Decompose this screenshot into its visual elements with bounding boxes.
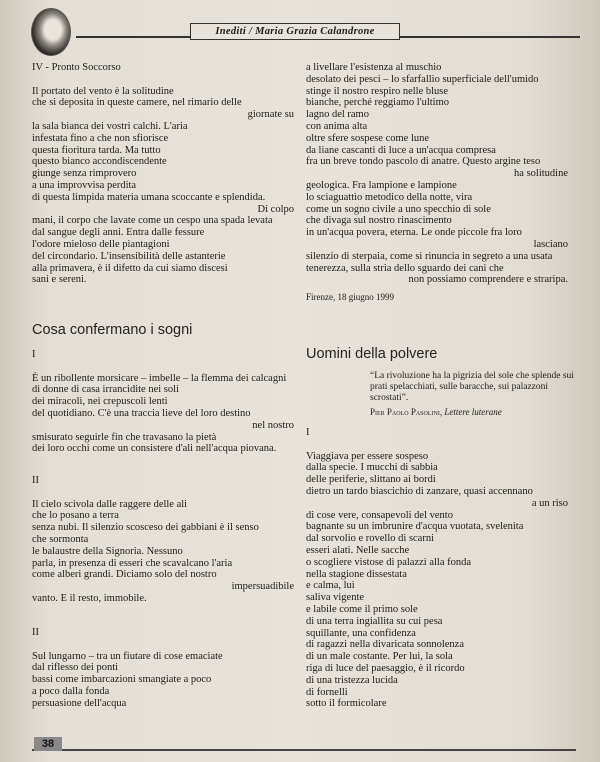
poem-line: dal sangue degli anni. Entra dalle fessure — [32, 227, 205, 239]
poem-line: di donne di casa irrancidite nei soli — [32, 384, 179, 396]
poem-line: che sormonta — [32, 533, 89, 545]
poem-line: e labile come il primo sole — [306, 603, 418, 615]
author-portrait — [31, 8, 71, 56]
poem-line: smisurato seguirle fin che travasano la pietà — [32, 431, 217, 443]
poem-line: sani e sereni. — [32, 274, 87, 286]
poem-line: nella stagione dissestata — [306, 568, 407, 580]
poem3-epigraph — [370, 371, 575, 418]
poem-line: che divaga sul nostro rinascimento — [306, 215, 452, 227]
poem-line: in un'acqua povera, eterna. Le onde piccole fra loro — [306, 227, 522, 239]
poem-line: infestata fino a che non sfiorisce — [32, 132, 169, 144]
poem-line: a una improvvisa perdita — [32, 179, 137, 191]
poem-line: con anima alta — [306, 120, 368, 132]
poem-line: a livellare l'esistenza al muschio — [306, 62, 442, 73]
poem-line: Il portato del vento è la solitudine — [32, 85, 174, 97]
poem2-part2-numeral: II — [32, 475, 39, 486]
poem-line: le balaustre della Signoria. Nessuno — [32, 545, 183, 557]
poem-line: l'odore mieloso delle piantagioni — [32, 238, 170, 250]
poem1-lines-right — [306, 62, 568, 286]
poem-line: dalla specie. I mucchi di sabbia — [306, 462, 438, 474]
poem3-part1-numeral: I — [306, 427, 310, 438]
poem-line: del circondario. L'insensibilità delle astanterie — [32, 250, 226, 262]
poem-line: a poco dalla fonda — [32, 685, 110, 697]
poem-line: dietro un tardo biascichio di zanzare, quasi accennano — [306, 485, 533, 497]
footer-rule — [32, 749, 576, 751]
poem-line: dal riflesso dei ponti — [32, 662, 119, 674]
poem2-part2 — [32, 475, 294, 605]
poem-line: tenerezza, sulla stria dello sguardo dei cani che — [306, 262, 504, 274]
poem-line: vanto. E il resto, immobile. — [32, 592, 147, 604]
poem-line: non possiamo comprendere e straripa. — [408, 274, 568, 286]
poem-line: da liane cascanti di luce a un'acqua compresa — [306, 144, 496, 156]
poem-line: fra un breve tondo pascolo di anatre. Questo argine teso — [306, 156, 541, 168]
poem2-part1-lines — [32, 373, 294, 456]
epigraph-attribution: Pier Paolo Pasolini, Lettere luterane — [370, 407, 502, 417]
poem2-part2-lines — [32, 499, 294, 605]
poem-line: dei miracoli, nei crepuscoli lenti — [32, 396, 168, 408]
poem2-part3-lines — [32, 651, 294, 710]
poem1-date: Firenze, 18 giugno 1999 — [306, 292, 394, 302]
poem-line: di un male costante. Per lui, la sola — [306, 651, 453, 663]
poem-line: senza nubi. Il silenzio scosceso dei gabbiani è il senso — [32, 522, 259, 534]
poem1-right-column — [306, 62, 568, 286]
poem-line: Sul lungarno – tra un fiutare di cose emaciate — [32, 650, 223, 662]
poem-line: sotto il formicolare — [306, 698, 387, 710]
poem-line: dal sorvolio e rovello di scarni — [306, 533, 435, 545]
header-title: Inediti / Maria Grazia Calandrone — [190, 23, 400, 40]
poem-line: parla, in presenza di esseri che scavalcano l'aria — [32, 557, 233, 569]
poem-line: di fornelli — [306, 686, 348, 698]
poem-line: esseri alati. Nelle sacche — [306, 544, 410, 556]
poem-line: silenzio di sterpaia, come si rinuncia in segreto a una usata — [306, 250, 553, 262]
poem-line: bianche, perché reggiamo l'ultimo — [306, 97, 450, 109]
poem1-lines-left — [32, 86, 294, 287]
poem-line: saliva vigente — [306, 592, 365, 604]
poem-line: geologica. Fra lampione e lampione — [306, 179, 457, 191]
poem-line: questa fioritura tarda. Ma tutto — [32, 144, 161, 156]
poem-line: che si deposita in queste camere, nel rimario delle — [32, 97, 242, 109]
page-number: 38 — [34, 737, 62, 751]
poem-line: la sala bianca dei vostri calchi. L'aria — [32, 120, 188, 132]
poem-line: Il cielo scivola dalle raggere delle ali — [32, 498, 188, 510]
poem-line: che lo posano a terra — [32, 510, 119, 522]
poem-line: ha solitudine — [514, 168, 568, 180]
poem-line: come un sogno civile a uno specchio di sole — [306, 203, 491, 215]
poem-line: di cose vere, consapevoli del vento — [306, 509, 453, 521]
poem-line: stinge il nostro respiro nelle bluse — [306, 85, 449, 97]
poem-line: giunge senza rimprovero — [32, 168, 137, 180]
poem2-part3 — [32, 627, 294, 710]
poem-line: lagno del ramo — [306, 109, 369, 121]
poem-line: alla primavera, è il difetto da cui siamo discesi — [32, 262, 228, 274]
poem-line: riga di luce del paesaggio, è il ricordo — [306, 662, 465, 674]
poem-line: desolato dei pesci – lo sfarfallio superficiale dell'umido — [306, 73, 539, 85]
poem-line: del quotidiano. C'è una traccia lieve del loro destino — [32, 407, 251, 419]
epigraph-author: Pier Paolo Pasolini — [370, 407, 440, 417]
poem-line: e calma, lui — [306, 580, 355, 592]
poem-line: mani, il corpo che lavate come un cespo una spada levata — [32, 215, 273, 227]
epigraph-text: “La rivoluzione ha la pigrizia del sole che splende sui prati spelacchiati, sulle baracche, sui palazzoni scrostati”. — [370, 371, 574, 403]
poem-line: È un ribollente morsicare – imbelle – la flemma dei calcagni — [32, 372, 287, 384]
poem-line: questo bianco accondiscendente — [32, 156, 167, 168]
poem-line: impersuadibile — [231, 581, 294, 593]
poem-line: giornate su — [247, 109, 294, 121]
poem-line: Di colpo — [257, 203, 294, 215]
poem-line: come alberi grandi. Diciamo solo del nostro — [32, 569, 217, 581]
poem1-left-column — [32, 62, 294, 286]
poem-line: di una tristezza lucida — [306, 674, 398, 686]
poem-line: bassi come imbarcazioni smangiate a poco — [32, 674, 212, 686]
epigraph-work: Lettere luterane — [444, 407, 502, 417]
poem1-heading: IV - Pronto Soccorso — [32, 62, 121, 73]
poem-line: Viaggiava per essere sospeso — [306, 450, 429, 462]
poem-line: o scogliere vistose di palazzi alla fonda — [306, 556, 472, 568]
poem2-part1 — [32, 349, 294, 455]
poem-line: dei loro occhi come un consistere d'ali nell'acqua piovana. — [32, 443, 277, 455]
poem3-part1-lines — [306, 451, 568, 711]
poem2-part1-numeral: I — [32, 349, 36, 360]
poem-line: nel nostro — [252, 419, 294, 431]
poem-line: lo sciaguattìo metodico della notte, vira — [306, 191, 473, 203]
poem3-title: Uomini della polvere — [306, 346, 438, 362]
poem-line: squillante, una confidenza — [306, 627, 416, 639]
poem-line: di ragazzi nella divaricata sonnolenza — [306, 639, 465, 651]
poem-line: di questa limpida materia umana scoccante e splendida. — [32, 191, 266, 203]
poem-line: a un riso — [531, 497, 568, 509]
poem-line: lasciano — [533, 238, 568, 250]
poem-line: persuasione dell'acqua — [32, 697, 127, 709]
poem-line: bagnante su un imbrunire d'acqua vuotata, svelenita — [306, 521, 524, 533]
poem-line: di una terra ingiallita su cui pesa — [306, 615, 443, 627]
poem-line: oltre sfere sospese come lune — [306, 132, 430, 144]
poem3-part1 — [306, 427, 568, 710]
poem2-part3-numeral: II — [32, 627, 39, 638]
poem2-title: Cosa confermano i sogni — [32, 322, 193, 338]
poem-line: delle periferie, slittano ai bordi — [306, 474, 436, 486]
